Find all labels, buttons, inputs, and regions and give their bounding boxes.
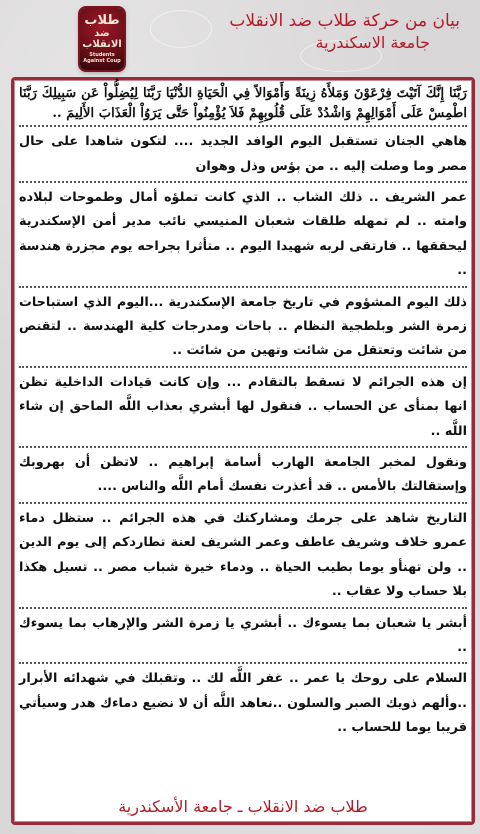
statement-card [11,77,475,825]
paragraph-4: إن هذه الجرائم لا تسقط بالتقادم ... وإن كانت قيادات الداخلية تظن انها بمنأى عن الحساب .. فنقول لها أبشري بعذاب اللَّه الماحق إن شاء اللَّه .. [19,374,467,439]
divider [19,125,467,127]
quran-verse: رَبَّنَا إِنَّكَ آتَيْتَ فِرْعَوْنَ وَمَلأَهُ زِينَةً وَأَمْوَالاً فِي الْحَيَاةِ الدُّنْيَا رَبَّنَا لِيُضِلُّواْ عَن سَبِيلِكَ رَبَّنَا اطْمِسْ عَلَى أَمْوَالِهِمْ وَاشْدُدْ عَلَى قُلُوبِهِمْ فَلاَ يُؤْمِنُواْ حَتَّى يَرَوُاْ الْعَذَابَ الأَلِيمَ .. [19,86,467,121]
paragraph-3: ذلك اليوم المشؤوم في تاريخ جامعة الإسكندرية ...اليوم الذي استباحات زمرة الشر وبلطجية النظام .. باحات ومدرجات كلية الهندسة .. لتقنص من شائت وتعتقل من شائت وتهين من شائت .. [19,294,467,359]
paragraph-2: عمر الشريف .. ذلك الشاب .. الذي كانت تملؤه أمال وطموحات لبلاده وامته .. لم تمهله طلقات شعبان المنيسي نائب مدير أمن الإسكندرية ليحققها .. فارتقى لربه شهيدا اليوم .. متأثرا بجراحه يوم مجزرة هندسة .. [19,190,467,279]
logo-badge [80,8,124,70]
statement-body [19,84,467,818]
header [16,6,470,70]
divider [19,607,467,609]
paragraph-1: هاهي الجنان تستقبل اليوم الوافد الجديد .... لتكون شاهدا على حال مصر وما وصلت إليه .. من بؤس وذل وهوان [19,134,467,174]
logo-line-1: طلاب [84,13,120,28]
logo [66,6,136,76]
logo-line-3: Students Against Coup [83,52,121,64]
paragraph-8: السلام على روحك يا عمر .. غفر اللَّه لك .. وتقبلك في شهدائه الأبرار ..وألهم ذويك الصبر والسلون ..نعاهد اللَّه أن لا نضيع دماءك هدر وسيأتي قريبا يوما للحساب .. [19,671,467,736]
page-title: بيان من حركة طلاب ضد الانقلاب [229,11,460,31]
paragraph-6: التاريخ شاهد على جرمك ومشاركتك في هذه الجرائم .. ستظل دماء عمرو خلاف وشريف عاطف وعمر الشريف لعنة تطاردكم إلى يوم الدين .. ولن تهنأو يوما بطيب الحياة .. ودماء خيرة شباب مصر .. تسيل هكذا بلا حساب ولا عقاب .. [19,510,467,600]
divider [19,181,467,183]
divider [19,286,467,288]
paragraph-7: أبشر يا شعبان بما يسوءك .. أبشري يا زمرة الشر والإرهاب بما يسوءك .. [19,615,467,655]
divider [19,446,467,448]
divider [19,366,467,368]
divider [19,502,467,504]
divider [19,662,467,664]
page-subtitle: جامعة الاسكندرية [315,33,430,52]
paragraph-5: ونقول لمخبر الجامعة الهارب أسامة إبراهيم .. لاتظن أن بهروبك وإستقالتك بالأمس .. قد أعذرت نفسك أمام اللَّه والناس .... [19,455,467,495]
logo-line-2: ضد الانقلاب [82,28,122,50]
signature: طلاب ضد الانقلاب ـ جامعة الأسكندرية [118,797,368,816]
header-text [229,10,460,54]
